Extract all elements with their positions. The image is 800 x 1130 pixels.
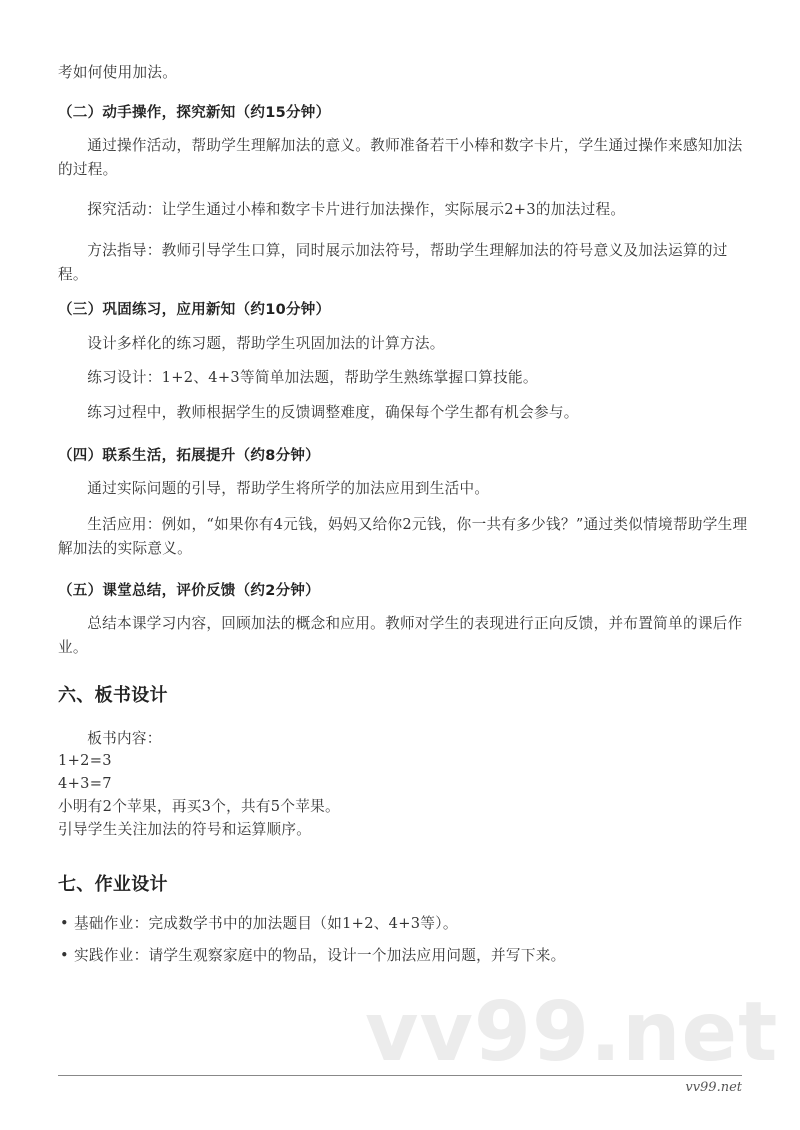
board-line: 引导学生关注加法的符号和运算顺序。 [58,821,312,838]
continued-text: 考如何使用加法。 [58,64,178,81]
paragraph: 探究活动：让学生通过小棒和数字卡片进行加法操作，实际展示2+3的加法过程。 [87,201,626,218]
section-3-heading: （三）巩固练习，应用新知（约10分钟） [58,302,331,318]
list-item: • 基础作业：完成数学书中的加法题目（如1+2、4+3等）。 [74,912,764,936]
paragraph: 通过操作活动，帮助学生理解加法的意义。教师准备若干小棒和数字卡片，学生通过操作来感知加法的过程。 [58,137,743,178]
section-5-heading: （五）课堂总结，评价反馈（约2分钟） [58,583,320,599]
paragraph: 设计多样化的练习题，帮助学生巩固加法的计算方法。 [87,335,445,352]
paragraph: 总结本课学习内容，回顾加法的概念和应用。教师对学生的表现进行正向反馈，并布置简单的课后作业。 [58,615,743,656]
paragraph: 练习过程中，教师根据学生的反馈调整难度，确保每个学生都有机会参与。 [87,404,579,421]
board-design-heading: 六、板书设计 [58,685,168,706]
watermark: vv99.net [365,985,779,1080]
section-4-heading: （四）联系生活，拓展提升（约8分钟） [58,448,320,464]
board-line: 4+3=7 [58,775,112,792]
paragraph: 通过实际问题的引导，帮助学生将所学的加法应用到生活中。 [87,480,490,497]
board-line: 小明有2个苹果，再买3个，共有5个苹果。 [58,798,340,815]
section-2-heading: （二）动手操作，探究新知（约15分钟） [58,105,331,121]
paragraph: 生活应用：例如，“如果你有4元钱，妈妈又给你2元钱，你一共有多少钱？”通过类似情境帮助学生理解加法的实际意义。 [58,516,748,557]
homework-heading: 七、作业设计 [58,874,168,895]
board-label: 板书内容： [87,730,162,747]
paragraph: 方法指导：教师引导学生口算，同时展示加法符号，帮助学生理解加法的符号意义及加法运算的过程。 [58,242,728,283]
list-item: • 实践作业：请学生观察家庭中的物品，设计一个加法应用问题，并写下来。 [74,944,764,968]
paragraph: 练习设计：1+2、4+3等简单加法题，帮助学生熟练掌握口算技能。 [87,369,538,386]
board-line: 1+2=3 [58,752,112,769]
footer-text: vv99.net [685,1080,742,1095]
footer-divider [58,1075,742,1076]
